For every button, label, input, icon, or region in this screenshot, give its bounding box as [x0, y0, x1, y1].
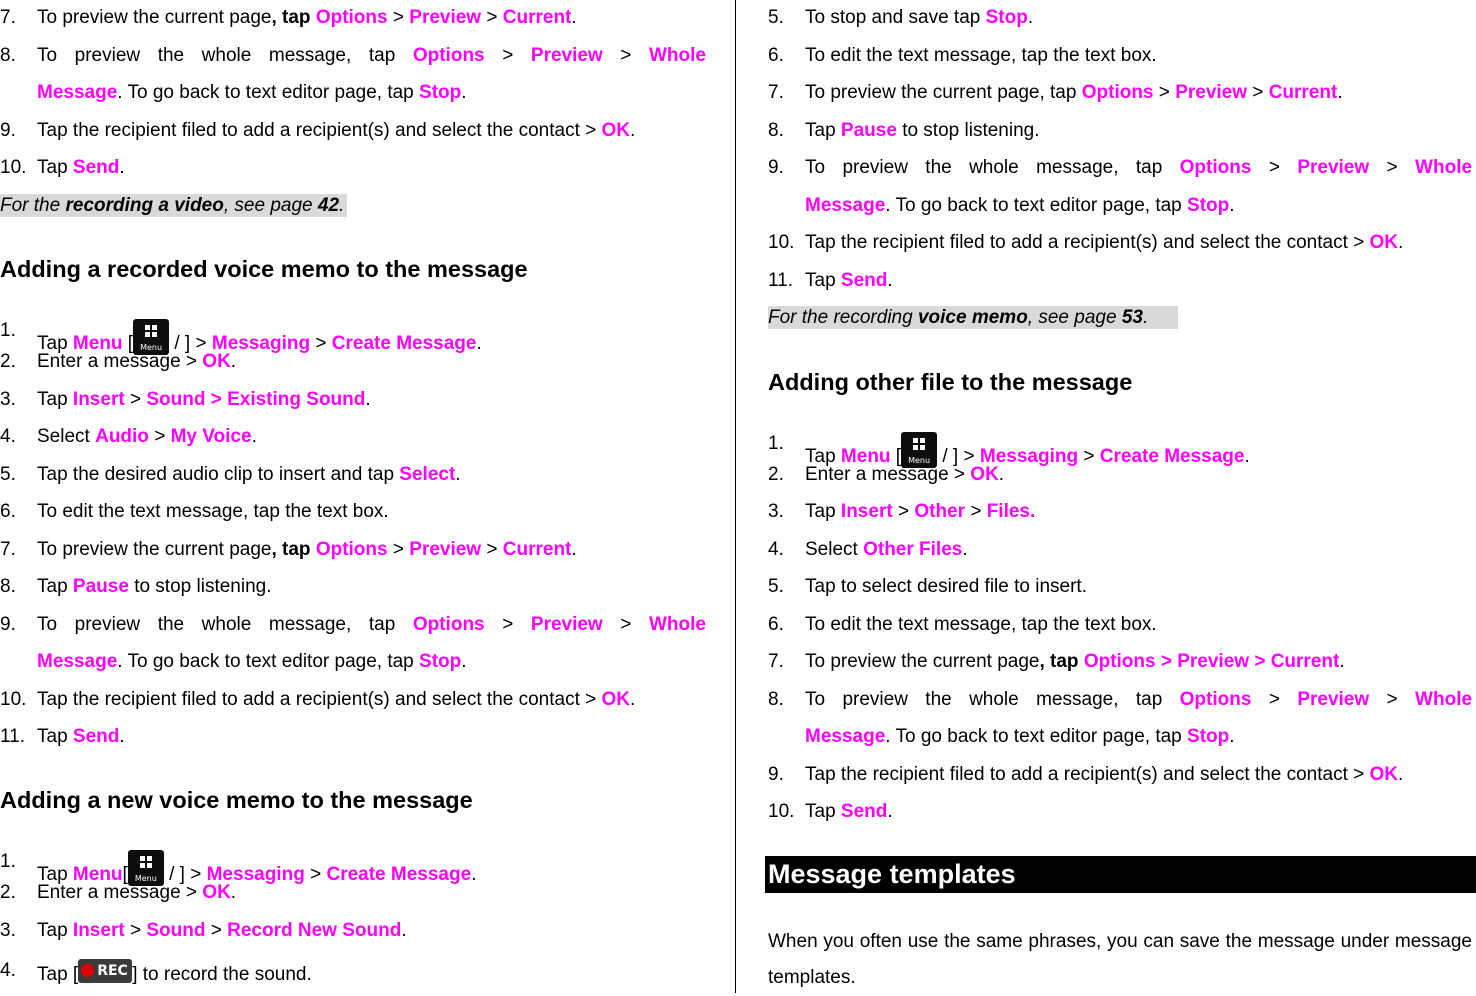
menu-icon: Menu	[133, 319, 169, 355]
section-heading: Adding a new voice memo to the message	[0, 787, 473, 813]
cross-reference-note: For the recording a video, see page 42.	[0, 194, 347, 217]
record-icon: REC	[78, 959, 132, 983]
menu-icon: Menu	[128, 850, 164, 886]
cross-reference-note: For the recording voice memo, see page 53.	[768, 306, 1178, 329]
column-divider	[735, 0, 736, 993]
menu-icon: Menu	[901, 432, 937, 468]
section-heading: Adding a recorded voice memo to the message	[0, 256, 528, 282]
chapter-heading: Message templates	[765, 856, 1476, 893]
section-heading: Adding other file to the message	[768, 369, 1133, 395]
templates-paragraph: When you often use the same phrases, you can save the message under message templates.	[768, 931, 1472, 988]
